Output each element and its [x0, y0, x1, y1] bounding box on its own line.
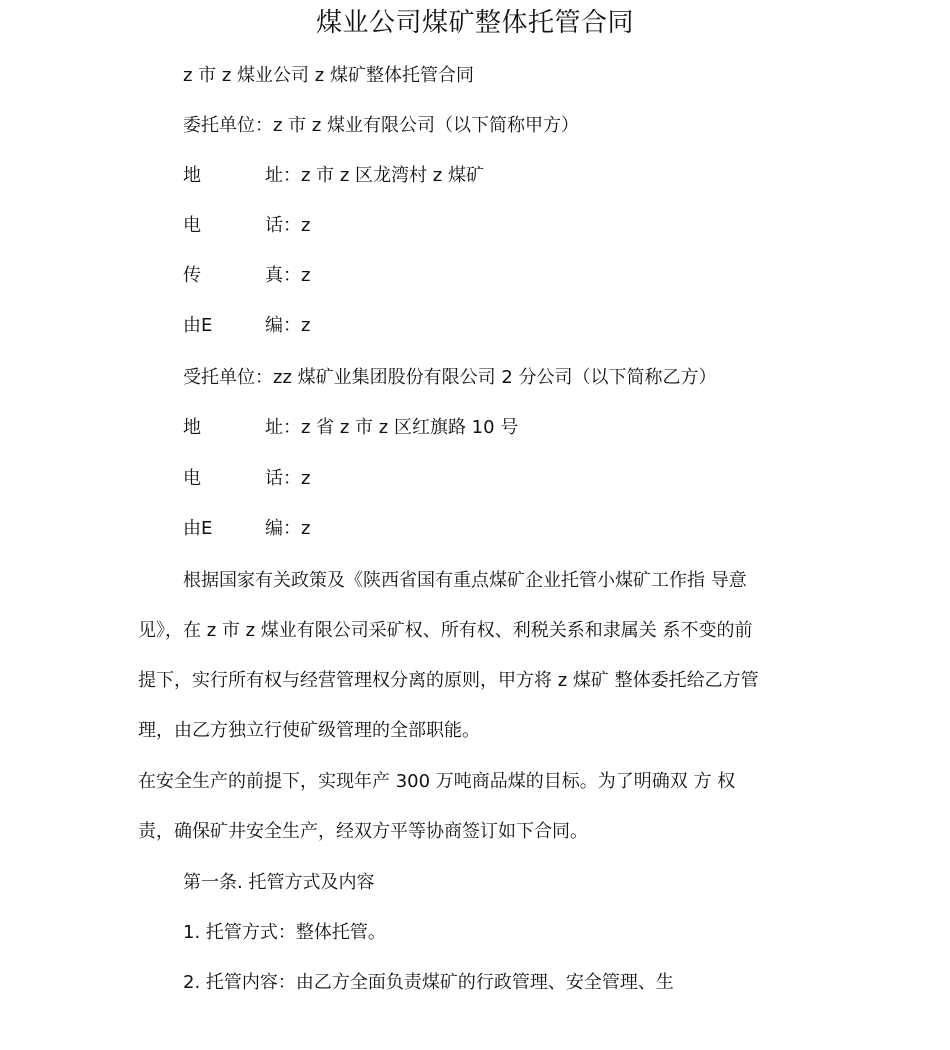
- document-title: 煤业公司煤矿整体托管合同: [315, 8, 634, 38]
- paragraph-line: 见》，在 z 市 z 煤业有限公司采矿权、所有权、利税关系和隶属关 系不变的前: [138, 620, 753, 641]
- field-value: z: [301, 215, 311, 236]
- field-label: 由E: [183, 518, 213, 539]
- field-label: 址：: [265, 417, 301, 438]
- contract-subtitle: z 市 z 煤业公司 z 煤矿整体托管合同: [183, 65, 474, 86]
- party-a-address: [183, 164, 484, 188]
- party-a-entrust-line: 委托单位：z 市 z 煤业有限公司（以下简称甲方）: [183, 115, 580, 136]
- field-value: z: [301, 518, 311, 539]
- paragraph-line: 根据国家有关政策及《陕西省国有重点煤矿企业托管小煤矿工作指 导意: [183, 570, 747, 591]
- party-b-address: [183, 416, 518, 440]
- paragraph-line: 提下，实行所有权与经营管理权分离的原则，甲方将 z 煤矿 整体委托给乙方管: [138, 670, 759, 691]
- paragraph-line: 在安全生产的前提下，实现年产 300 万吨商品煤的目标。为了明确双 方 权: [138, 771, 736, 792]
- field-value: z: [301, 315, 311, 336]
- field-label: 电: [183, 468, 201, 489]
- party-a-fax: [183, 264, 310, 288]
- field-value: z: [301, 265, 311, 286]
- paragraph-line: 责，确保矿井安全生产，经双方平等协商签订如下合同。: [138, 821, 588, 842]
- party-a-postcode: [183, 314, 310, 338]
- party-b-entrust-line: 受托单位：zz 煤矿业集团股份有限公司 2 分公司（以下简称乙方）: [183, 367, 717, 388]
- article-heading: 第一条. 托管方式及内容: [183, 872, 375, 893]
- party-b-phone: [183, 467, 310, 491]
- field-label: 电: [183, 215, 201, 236]
- field-label: 由E: [183, 315, 213, 336]
- field-label: 真：: [265, 265, 301, 286]
- field-label: 地: [183, 417, 201, 438]
- field-label: 编：: [265, 518, 301, 539]
- field-value: z 省 z 市 z 区红旗路 10 号: [301, 417, 519, 438]
- paragraph-line: 理，由乙方独立行使矿级管理的全部职能。: [138, 720, 480, 741]
- field-label: 话：: [265, 215, 301, 236]
- field-label: 地: [183, 165, 201, 186]
- party-a-phone: [183, 214, 310, 238]
- field-value: z 市 z 区龙湾村 z 煤矿: [301, 165, 484, 186]
- party-b-postcode: [183, 517, 310, 541]
- article-item: 1. 托管方式：整体托管。: [183, 922, 386, 943]
- field-value: z: [301, 468, 311, 489]
- field-label: 编：: [265, 315, 301, 336]
- field-label: 传: [183, 265, 201, 286]
- field-label: 话：: [265, 468, 301, 489]
- field-label: 址：: [265, 165, 301, 186]
- article-item: 2. 托管内容：由乙方全面负责煤矿的行政管理、安全管理、生: [183, 972, 674, 993]
